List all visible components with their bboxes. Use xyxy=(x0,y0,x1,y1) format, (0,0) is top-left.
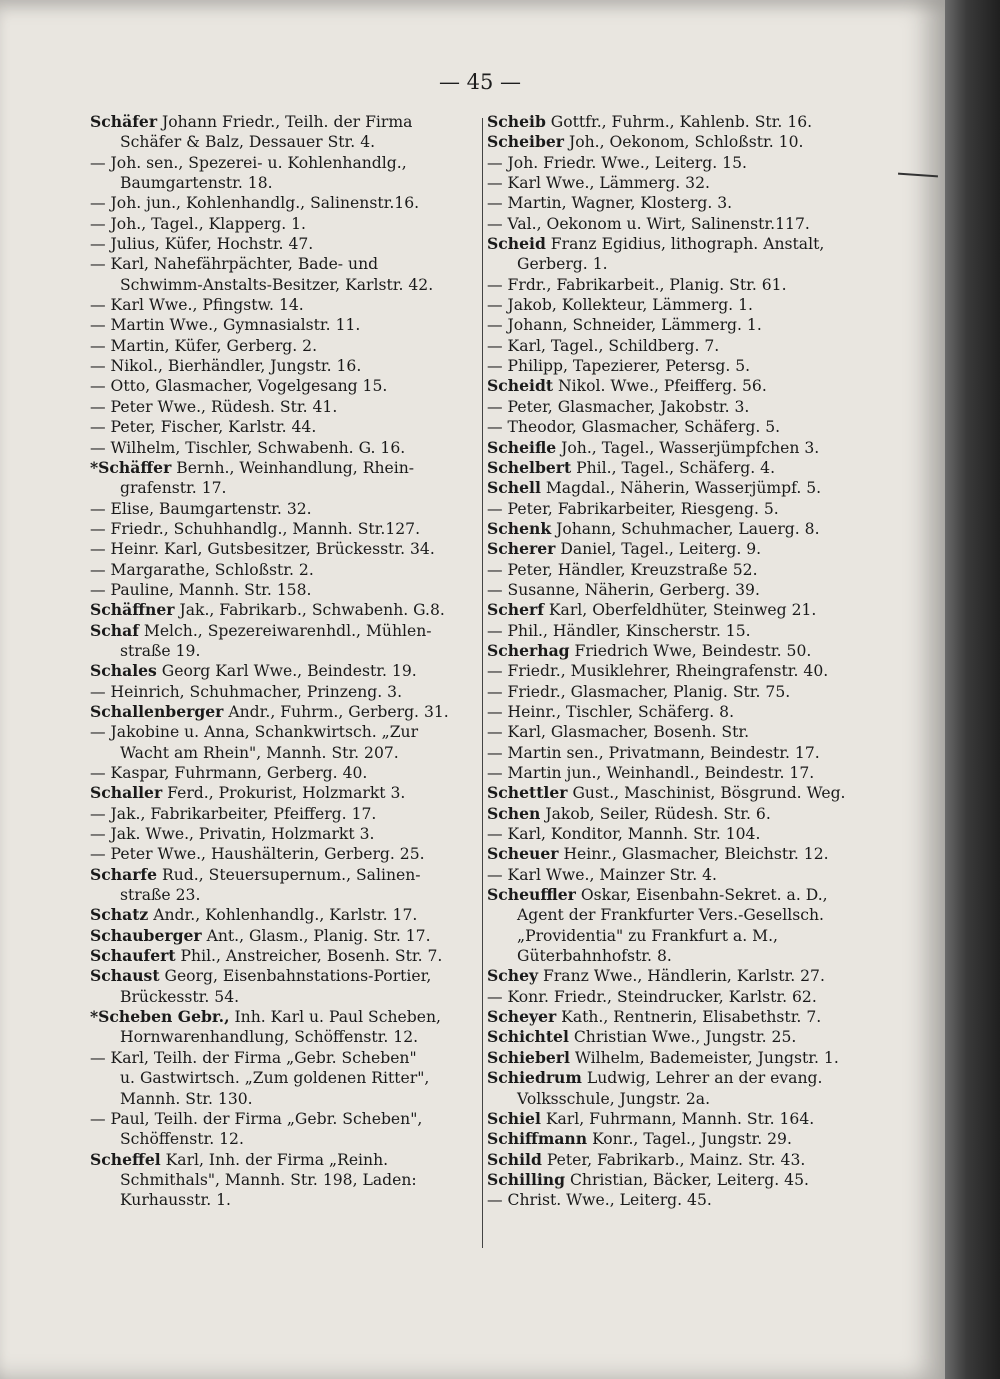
directory-line xyxy=(90,539,478,559)
entry-text: Karl, Oberfeldhüter, Steinweg 21. xyxy=(543,601,817,620)
entry-text: — Karl Wwe., Pfingstw. 14. xyxy=(90,296,304,315)
directory-line xyxy=(487,865,887,885)
entry-surname: Schaust xyxy=(90,966,160,986)
entry-text: — Joh., Tagel., Klapperg. 1. xyxy=(90,214,307,233)
entry-text: — Karl, Nahefährpächter, Bade- und xyxy=(90,255,379,274)
entry-text: — Theodor, Glasmacher, Schäferg. 5. xyxy=(487,418,781,437)
directory-line xyxy=(487,539,887,559)
directory-line xyxy=(487,1109,887,1129)
entry-surname: Scheifle xyxy=(487,437,557,457)
entry-surname: Scheidt xyxy=(487,376,554,396)
entry-text: — Peter, Fischer, Karlstr. 44. xyxy=(90,418,317,437)
entry-surname: Scheuffler xyxy=(487,885,576,905)
entry-text: — Friedr., Musiklehrer, Rheingrafenstr. 40. xyxy=(487,662,829,681)
entry-text: — Karl, Konditor, Mannh. Str. 104. xyxy=(487,825,761,844)
entry-text: Joh., Oekonom, Schloßstr. 10. xyxy=(563,133,804,152)
entry-text: Volksschule, Jungstr. 2a. xyxy=(517,1089,711,1108)
entry-text: Mannh. Str. 130. xyxy=(120,1089,253,1108)
directory-line xyxy=(90,173,478,193)
directory-line xyxy=(90,1048,478,1068)
directory-line xyxy=(90,1129,478,1149)
directory-line xyxy=(487,478,887,498)
directory-line xyxy=(90,458,478,478)
entry-surname: *Schäffer xyxy=(90,457,172,477)
directory-line xyxy=(487,844,887,864)
directory-line xyxy=(487,153,887,173)
directory-line xyxy=(90,783,478,803)
entry-text: — Karl Wwe., Lämmerg. 32. xyxy=(487,174,710,193)
entry-surname: Schiel xyxy=(487,1108,541,1128)
directory-line xyxy=(487,722,887,742)
entry-text: Baumgartenstr. 18. xyxy=(120,174,273,193)
entry-surname: Schäfer xyxy=(90,112,158,131)
entry-surname: Scheib xyxy=(487,112,546,131)
entry-surname: Schieberl xyxy=(487,1047,570,1067)
entry-text: Schäfer & Balz, Dessauer Str. 4. xyxy=(120,133,376,152)
directory-line xyxy=(487,356,887,376)
directory-line xyxy=(90,946,478,966)
entry-text: — Heinr., Tischler, Schäferg. 8. xyxy=(487,702,735,721)
directory-line xyxy=(487,214,887,234)
directory-line xyxy=(90,132,478,152)
entry-text: — Philipp, Tapezierer, Petersg. 5. xyxy=(487,357,751,376)
directory-line xyxy=(90,905,478,925)
entry-text: — Martin, Küfer, Gerberg. 2. xyxy=(90,336,318,355)
entry-text: — Jak. Wwe., Privatin, Holzmarkt 3. xyxy=(90,825,375,844)
directory-line xyxy=(487,1190,887,1210)
entry-text: Ant., Glasm., Planig. Str. 17. xyxy=(201,926,431,945)
left-column xyxy=(90,112,478,1211)
entry-text: Schwimm-Anstalts-Besitzer, Karlstr. 42. xyxy=(120,275,434,294)
entry-text: — Friedr., Schuhhandlg., Mannh. Str.127. xyxy=(90,519,421,538)
entry-text: Konr., Tagel., Jungstr. 29. xyxy=(587,1130,792,1149)
directory-line xyxy=(90,661,478,681)
directory-line xyxy=(90,519,478,539)
entry-text: Karl, Inh. der Firma „Reinh. xyxy=(160,1150,389,1169)
entry-text: Friedrich Wwe, Beindestr. 50. xyxy=(569,641,812,660)
directory-line xyxy=(90,865,478,885)
directory-line xyxy=(90,254,478,274)
directory-line xyxy=(90,499,478,519)
entry-surname: Schiedrum xyxy=(487,1068,582,1088)
directory-line xyxy=(487,417,887,437)
entry-text: — Joh. sen., Spezerei- u. Kohlenhandlg., xyxy=(90,153,407,172)
entry-surname: Schäffner xyxy=(90,600,175,620)
entry-text: Karl, Fuhrmann, Mannh. Str. 164. xyxy=(540,1109,815,1128)
entry-text: Andr., Kohlenhandlg., Karlstr. 17. xyxy=(148,906,418,925)
entry-surname: Schey xyxy=(487,966,539,986)
entry-text: Georg, Eisenbahnstations-Portier, xyxy=(159,967,432,986)
entry-text: Nikol. Wwe., Pfeifferg. 56. xyxy=(553,377,767,396)
entry-text: — Val., Oekonom u. Wirt, Salinenstr.117. xyxy=(487,214,810,233)
directory-line xyxy=(90,804,478,824)
entry-surname: Schales xyxy=(90,661,157,681)
directory-line xyxy=(487,1129,887,1149)
directory-line xyxy=(90,315,478,335)
directory-line xyxy=(90,1027,478,1047)
entry-text: — Martin jun., Weinhandl., Beindestr. 17. xyxy=(487,764,815,782)
directory-line xyxy=(90,682,478,702)
directory-line xyxy=(90,580,478,600)
entry-text: — Friedr., Glasmacher, Planig. Str. 75. xyxy=(487,682,791,701)
entry-surname: Scheiber xyxy=(487,132,564,152)
entry-text: — Julius, Küfer, Hochstr. 47. xyxy=(90,235,314,254)
entry-text: Phil., Anstreicher, Bosenh. Str. 7. xyxy=(175,947,443,966)
entry-text: — Wilhelm, Tischler, Schwabenh. G. 16. xyxy=(90,438,406,457)
directory-line xyxy=(487,1089,887,1109)
directory-line xyxy=(90,1190,478,1210)
entry-text: Rud., Steuersupernum., Salinen- xyxy=(157,865,421,884)
directory-line xyxy=(487,661,887,681)
directory-line xyxy=(90,438,478,458)
directory-line xyxy=(487,1027,887,1047)
directory-line xyxy=(90,763,478,783)
entry-text: Johann Friedr., Teilh. der Firma xyxy=(157,113,413,131)
directory-line xyxy=(487,1068,887,1088)
directory-line xyxy=(487,885,887,905)
entry-text: — Peter Wwe., Haushälterin, Gerberg. 25. xyxy=(90,845,425,864)
directory-line xyxy=(90,1089,478,1109)
entry-text: — Karl, Tagel., Schildberg. 7. xyxy=(487,336,720,355)
entry-surname: Scharfe xyxy=(90,864,158,884)
entry-surname: Schatz xyxy=(90,905,149,925)
directory-line xyxy=(90,560,478,580)
directory-line xyxy=(487,173,887,193)
directory-line xyxy=(487,702,887,722)
directory-line xyxy=(90,193,478,213)
directory-line xyxy=(90,112,478,132)
entry-text: — Kaspar, Fuhrmann, Gerberg. 40. xyxy=(90,764,368,782)
directory-line xyxy=(487,315,887,335)
entry-text: straße 19. xyxy=(120,641,201,660)
entry-text: — Elise, Baumgartenstr. 32. xyxy=(90,499,312,518)
directory-line xyxy=(90,478,478,498)
directory-line xyxy=(487,1150,887,1170)
entry-text: — Joh. jun., Kohlenhandlg., Salinenstr.16. xyxy=(90,194,420,213)
entry-text: Jakob, Seiler, Rüdesh. Str. 6. xyxy=(540,804,771,823)
entry-text: — Johann, Schneider, Lämmerg. 1. xyxy=(487,316,762,335)
entry-text: Kath., Rentnerin, Elisabethstr. 7. xyxy=(556,1008,822,1027)
entry-surname: Schichtel xyxy=(487,1027,569,1047)
entry-surname: Schaf xyxy=(90,620,139,640)
directory-line xyxy=(90,1068,478,1088)
entry-text: Oskar, Eisenbahn-Sekret. a. D., xyxy=(575,886,828,905)
entry-text: Andr., Fuhrm., Gerberg. 31. xyxy=(223,702,449,721)
directory-line xyxy=(90,621,478,641)
entry-text: Magdal., Näherin, Wasserjümpf. 5. xyxy=(540,479,822,498)
directory-line xyxy=(90,275,478,295)
entry-text: Ferd., Prokurist, Holzmarkt 3. xyxy=(162,784,406,803)
entry-text: Georg Karl Wwe., Beindestr. 19. xyxy=(156,662,417,681)
entry-text: — Konr. Friedr., Steindrucker, Karlstr. 62. xyxy=(487,987,817,1006)
entry-surname: Scherer xyxy=(487,539,556,559)
directory-line xyxy=(487,275,887,295)
entry-text: Bernh., Weinhandlung, Rhein- xyxy=(171,458,415,477)
entry-surname: Schettler xyxy=(487,783,568,803)
directory-line xyxy=(90,1007,478,1027)
directory-line xyxy=(487,499,887,519)
directory-line xyxy=(90,966,478,986)
directory-line xyxy=(487,783,887,803)
entry-text: u. Gastwirtsch. „Zum goldenen Ritter", xyxy=(120,1069,430,1088)
directory-line xyxy=(487,254,887,274)
directory-line xyxy=(90,1109,478,1129)
entry-text: — Martin, Wagner, Klosterg. 3. xyxy=(487,194,733,213)
entry-text: — Jak., Fabrikarbeiter, Pfeifferg. 17. xyxy=(90,804,377,823)
entry-text: Gerberg. 1. xyxy=(517,255,608,274)
entry-text: — Christ. Wwe., Leiterg. 45. xyxy=(487,1191,712,1210)
directory-line xyxy=(487,600,887,620)
directory-line xyxy=(90,600,478,620)
entry-text: Jak., Fabrikarb., Schwabenh. G.8. xyxy=(174,601,445,620)
directory-line xyxy=(487,621,887,641)
directory-line xyxy=(487,804,887,824)
directory-line xyxy=(90,397,478,417)
entry-surname: Schilling xyxy=(487,1169,566,1189)
directory-line xyxy=(487,1007,887,1027)
entry-text: — Peter Wwe., Rüdesh. Str. 41. xyxy=(90,397,338,416)
entry-surname: Schallenberger xyxy=(90,701,224,721)
entry-text: Gottfr., Fuhrm., Kahlenb. Str. 16. xyxy=(545,113,813,131)
entry-text: Christian Wwe., Jungstr. 25. xyxy=(568,1028,797,1047)
directory-line xyxy=(90,702,478,722)
directory-line xyxy=(90,376,478,396)
entry-text: — Margarathe, Schloßstr. 2. xyxy=(90,560,314,579)
directory-line xyxy=(90,214,478,234)
directory-line xyxy=(487,580,887,600)
directory-line xyxy=(90,885,478,905)
entry-surname: Schaufert xyxy=(90,946,176,966)
entry-text: Ludwig, Lehrer an der evang. xyxy=(581,1069,823,1088)
directory-line xyxy=(90,234,478,254)
entry-text: — Joh. Friedr. Wwe., Leiterg. 15. xyxy=(487,153,747,172)
directory-line xyxy=(90,356,478,376)
directory-line xyxy=(487,966,887,986)
entry-text: — Peter, Fabrikarbeiter, Riesgeng. 5. xyxy=(487,499,779,518)
directory-line xyxy=(487,519,887,539)
entry-text: straße 23. xyxy=(120,886,201,905)
entry-text: — Martin sen., Privatmann, Beindestr. 17. xyxy=(487,743,820,762)
entry-text: Phil., Tagel., Schäferg. 4. xyxy=(571,458,776,477)
entry-surname: Scheuer xyxy=(487,844,559,864)
directory-line xyxy=(90,722,478,742)
page-number: — 45 — xyxy=(438,70,522,94)
entry-surname: Scherhag xyxy=(487,640,570,660)
entry-text: — Susanne, Näherin, Gerberg. 39. xyxy=(487,580,760,599)
entry-text: Brückesstr. 54. xyxy=(120,987,240,1006)
directory-line xyxy=(487,682,887,702)
directory-line xyxy=(487,1048,887,1068)
directory-line xyxy=(487,926,887,946)
directory-line xyxy=(90,926,478,946)
directory-line xyxy=(487,987,887,1007)
entry-text: — Martin Wwe., Gymnasialstr. 11. xyxy=(90,316,361,335)
entry-text: — Karl, Glasmacher, Bosenh. Str. xyxy=(487,723,750,742)
entry-text: Agent der Frankfurter Vers.-Gesellsch. xyxy=(517,906,824,925)
entry-text: — Peter, Glasmacher, Jakobstr. 3. xyxy=(487,397,750,416)
directory-line xyxy=(90,336,478,356)
entry-text: Schöffenstr. 12. xyxy=(120,1130,244,1149)
directory-line xyxy=(90,824,478,844)
directory-line xyxy=(90,417,478,437)
directory-line xyxy=(487,763,887,783)
entry-text: Gust., Maschinist, Bösgrund. Weg. xyxy=(567,784,846,803)
entry-text: Wacht am Rhein", Mannh. Str. 207. xyxy=(120,743,399,762)
entry-text: Kurhausstr. 1. xyxy=(120,1191,231,1210)
directory-line xyxy=(90,153,478,173)
entry-text: — Heinrich, Schuhmacher, Prinzeng. 3. xyxy=(90,682,403,701)
entry-text: Franz Egidius, lithograph. Anstalt, xyxy=(545,235,825,254)
book-edge xyxy=(945,0,1000,1379)
entry-surname: Schell xyxy=(487,478,541,498)
directory-line xyxy=(487,946,887,966)
entry-text: Daniel, Tagel., Leiterg. 9. xyxy=(555,540,762,559)
right-column xyxy=(487,112,887,1211)
directory-line xyxy=(487,458,887,478)
directory-line xyxy=(487,1170,887,1190)
entry-text: — Peter, Händler, Kreuzstraße 52. xyxy=(487,560,758,579)
directory-line xyxy=(487,824,887,844)
entry-text: Heinr., Glasmacher, Bleichstr. 12. xyxy=(558,845,829,864)
directory-line xyxy=(90,844,478,864)
directory-line xyxy=(487,641,887,661)
directory-line xyxy=(487,193,887,213)
entry-text: Hornwarenhandlung, Schöffenstr. 12. xyxy=(120,1028,419,1047)
entry-text: Peter, Fabrikarb., Mainz. Str. 43. xyxy=(541,1150,806,1169)
entry-text: Schmithals", Mannh. Str. 198, Laden: xyxy=(120,1170,417,1189)
entry-text: — Heinr. Karl, Gutsbesitzer, Brückesstr. 34. xyxy=(90,540,435,559)
entry-text: — Paul, Teilh. der Firma „Gebr. Scheben", xyxy=(90,1109,423,1128)
entry-text: — Nikol., Bierhändler, Jungstr. 16. xyxy=(90,357,362,376)
entry-text: „Providentia" zu Frankfurt a. M., xyxy=(517,926,779,945)
entry-text: Franz Wwe., Händlerin, Karlstr. 27. xyxy=(538,967,825,986)
entry-text: Christian, Bäcker, Leiterg. 45. xyxy=(565,1170,809,1189)
directory-line xyxy=(487,295,887,315)
directory-line xyxy=(90,1150,478,1170)
entry-surname: Schelbert xyxy=(487,457,572,477)
entry-text: — Otto, Glasmacher, Vogelgesang 15. xyxy=(90,377,388,396)
entry-surname: Schenk xyxy=(487,518,552,538)
directory-line xyxy=(487,234,887,254)
entry-surname: Schiffmann xyxy=(487,1129,588,1149)
margin-pencil-mark xyxy=(898,173,938,178)
entry-text: — Karl Wwe., Mainzer Str. 4. xyxy=(487,865,717,884)
entry-surname: *Scheben Gebr., xyxy=(90,1007,230,1027)
entry-text: Johann, Schuhmacher, Lauerg. 8. xyxy=(551,519,820,538)
entry-surname: Schild xyxy=(487,1149,542,1169)
directory-line xyxy=(487,112,887,132)
entry-text: — Frdr., Fabrikarbeit., Planig. Str. 61. xyxy=(487,275,787,294)
directory-line xyxy=(487,376,887,396)
entry-surname: Schen xyxy=(487,803,541,823)
entry-surname: Schauberger xyxy=(90,925,202,945)
directory-line xyxy=(487,743,887,763)
directory-line xyxy=(90,641,478,661)
directory-line xyxy=(487,438,887,458)
entry-text: Wilhelm, Bademeister, Jungstr. 1. xyxy=(569,1048,839,1067)
entry-surname: Scheid xyxy=(487,234,546,254)
entry-text: Inh. Karl u. Paul Scheben, xyxy=(229,1008,441,1027)
directory-line xyxy=(487,132,887,152)
directory-line xyxy=(90,987,478,1007)
directory-line xyxy=(487,336,887,356)
entry-text: — Pauline, Mannh. Str. 158. xyxy=(90,580,312,599)
directory-line xyxy=(90,1170,478,1190)
directory-line xyxy=(487,905,887,925)
entry-text: — Jakob, Kollekteur, Lämmerg. 1. xyxy=(487,296,753,315)
entry-text: Joh., Tagel., Wasserjümpfchen 3. xyxy=(556,438,820,457)
entry-surname: Schaller xyxy=(90,783,163,803)
directory-line xyxy=(487,397,887,417)
column-divider xyxy=(482,118,483,1248)
directory-line xyxy=(90,295,478,315)
entry-surname: Scheyer xyxy=(487,1007,557,1027)
entry-surname: Scherf xyxy=(487,600,544,620)
entry-text: — Karl, Teilh. der Firma „Gebr. Scheben" xyxy=(90,1048,417,1067)
directory-line xyxy=(90,743,478,763)
entry-surname: Scheffel xyxy=(90,1149,161,1169)
entry-text: — Jakobine u. Anna, Schankwirtsch. „Zur xyxy=(90,723,419,742)
entry-text: — Phil., Händler, Kinscherstr. 15. xyxy=(487,621,751,640)
entry-text: grafenstr. 17. xyxy=(120,479,227,498)
entry-text: Melch., Spezereiwarenhdl., Mühlen- xyxy=(138,621,432,640)
entry-text: Güterbahnhofstr. 8. xyxy=(517,947,672,966)
directory-line xyxy=(487,560,887,580)
